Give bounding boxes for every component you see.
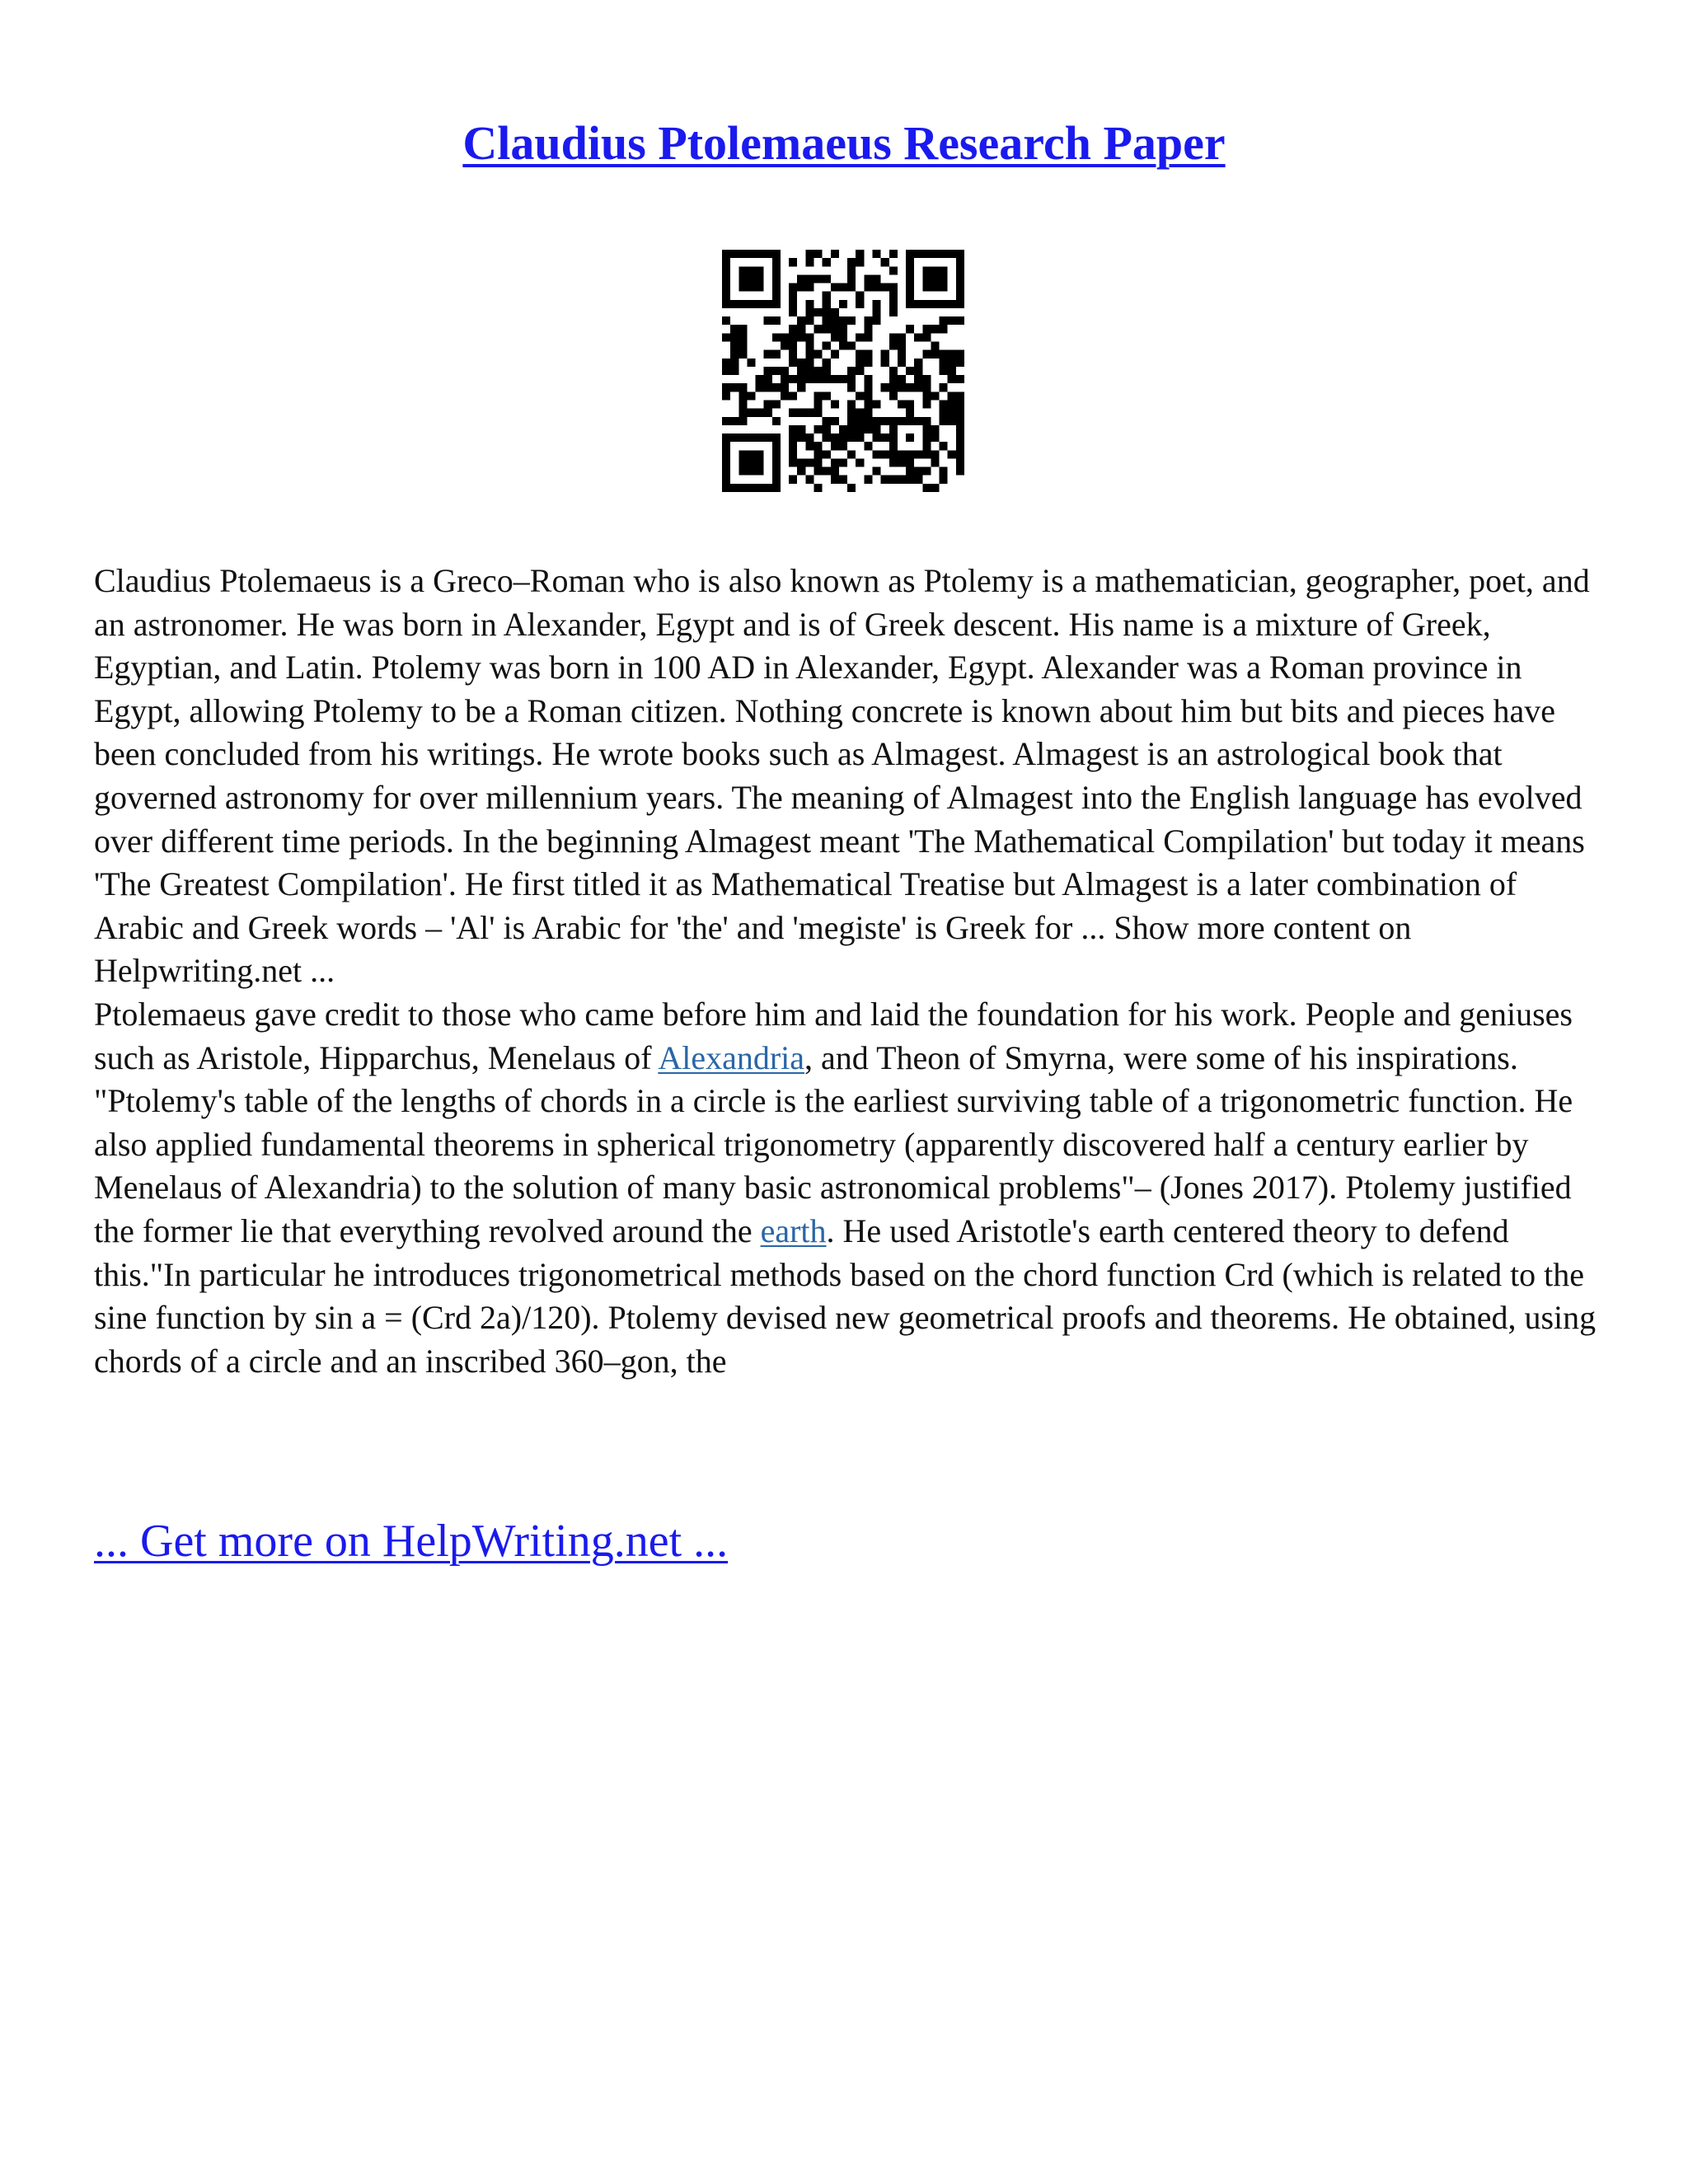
paragraph-2-text-2: , and Theon of Smyrna, were some of his inspirations. "Ptolemy's table of the lengths of chords in a circle is the earliest surviving table of a trigonometric function. He also applied fundamental theorems in spherical trigonometry (apparently discovered half a century earlier by Menelaus of Alexandria) to the solution of many basic astronomical problems"– (Jones 2017). Ptolemy justified the former lie that everything revolved around the (94, 1038, 1573, 1249)
qr-code-icon (722, 250, 964, 492)
get-more-link[interactable]: ... Get more on HelpWriting.net ... (94, 1516, 729, 1567)
earth-link[interactable]: earth (760, 1212, 827, 1249)
article-body (94, 560, 1602, 1383)
paragraph-1: Claudius Ptolemaeus is a Greco–Roman who is also known as Ptolemy is a mathematician, geographer, poet, and an astronomer. He was born in Alexander, Egypt and is of Greek descent. His name is a mixture of Greek, Egyptian, and Latin. Ptolemy was born in 100 AD in Alexander, Egypt. Alexander was a Roman province in Egypt, allowing Ptolemy to be a Roman citizen. Nothing concrete is known about him but bits and pieces have been concluded from his writings. He wrote books such as Almagest. Almagest is an astrological book that governed astronomy for over millennium years. The meaning of Almagest into the English language has evolved over different time periods. In the beginning Almagest meant 'The Mathematical Compilation' but today it means 'The Greatest Compilation'. He first titled it as Mathematical Treatise but Almagest is a later combination of Arabic and Greek words – 'Al' is Arabic for 'the' and 'megiste' is Greek for ... Show more content on Helpwriting.net ... (94, 562, 1590, 990)
alexandria-link[interactable]: Alexandria (658, 1038, 805, 1076)
title-container (0, 115, 1688, 171)
paragraph-2-text-3: . He used Aristotle's earth centered theory to defend this."In particular he introduces trigonometrical methods based on the chord function Crd (which is related to the sine function by sin a = (Crd 2a)/120). Ptolemy devised new geometrical proofs and theorems. He obtained, using chords of a circle and an inscribed 360–gon, the (94, 1212, 1597, 1380)
paragraph-2 (94, 993, 1602, 1383)
footer-link-container (94, 1515, 728, 1568)
paragraph-2-text-1: Ptolemaeus gave credit to those who came before him and laid the foundation for his work. People and geniuses such as Aristole, Hipparchus, Menelaus of (94, 995, 1573, 1076)
page-title-link[interactable]: Claudius Ptolemaeus Research Paper (462, 116, 1226, 170)
